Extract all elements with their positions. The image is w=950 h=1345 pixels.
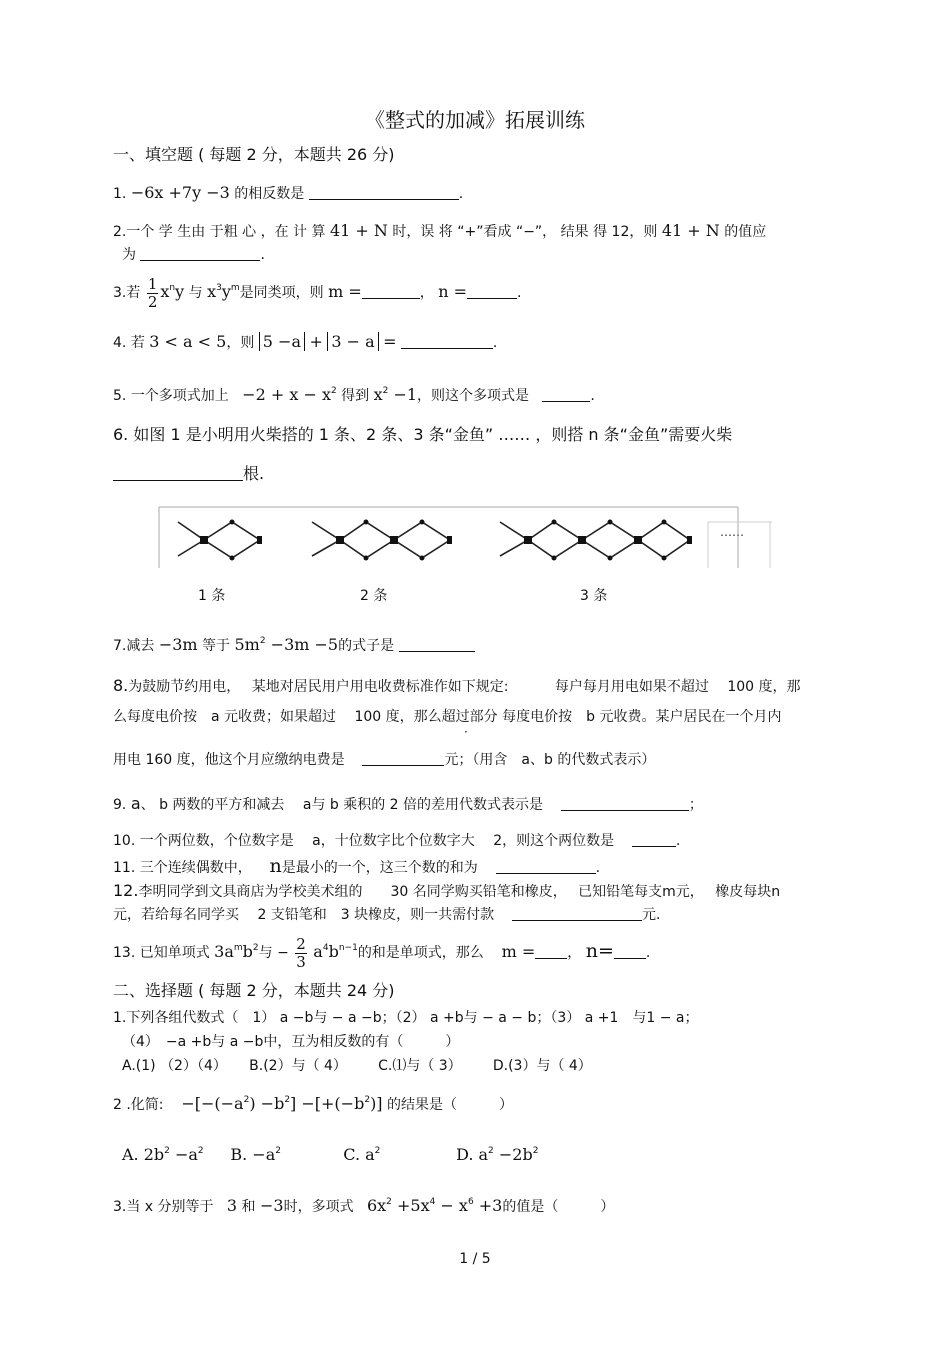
q13-with: 与 − <box>258 945 289 961</box>
c2-optD-a: D. a <box>456 1145 489 1164</box>
c2-optA-b: −a <box>169 1145 198 1164</box>
q3-n-blank[interactable] <box>467 284 517 299</box>
q9-end: ； <box>688 797 703 813</box>
q5-text-2: 得到 <box>341 388 370 404</box>
question-3 <box>113 272 521 313</box>
q2-expression-2: 41 + N <box>661 221 720 240</box>
q13-expr-2b: b <box>328 942 339 961</box>
q13-frac-num: 2 <box>296 934 306 953</box>
q1-number: 1. <box>113 186 127 202</box>
q4-abs-1: 5 −a <box>259 332 305 351</box>
c2-expr-c: ] −[+(−b <box>290 1094 365 1113</box>
c2-sup-2: 2 <box>284 1095 291 1105</box>
c2-option-d[interactable] <box>456 1145 539 1164</box>
q12-number: 12. <box>113 881 139 900</box>
c2-optB-s: 2 <box>275 1146 281 1156</box>
q5-number: 5. <box>113 388 127 404</box>
q3-sup-n: n <box>169 283 176 293</box>
caption-1: 1 条 <box>198 588 226 604</box>
c3-text-1: 3.当 x 分别等于 <box>113 1199 214 1215</box>
c2-option-a[interactable] <box>122 1145 204 1164</box>
c3-expr-c: − x <box>435 1196 468 1215</box>
q3-m-blank[interactable] <box>362 284 420 299</box>
q3-y: y <box>175 282 185 301</box>
question-13 <box>113 928 650 976</box>
q4-text-1: 若 <box>130 335 145 351</box>
q7-expression-1: −3m <box>158 635 198 654</box>
c3-sup-3: 6 <box>467 1197 474 1207</box>
c3-text-4: 的值是（ ） <box>502 1199 615 1215</box>
q4-answer-blank[interactable] <box>401 334 493 349</box>
q10-end: . <box>675 833 681 849</box>
q5-sup-2: 2 <box>382 386 389 396</box>
c3-expr-d: +3 <box>473 1196 503 1215</box>
q13-expr-1: 3a <box>214 942 234 961</box>
question-2-line-2 <box>122 246 265 264</box>
q13-text: 的和是单项式，那么 <box>357 945 484 961</box>
c2-option-b[interactable] <box>230 1145 281 1164</box>
c1-option-a[interactable]: A.(1) （2）（4） <box>122 1058 227 1074</box>
c2-text-1: 2 .化简: <box>113 1097 164 1113</box>
q8-answer-blank[interactable] <box>362 751 444 766</box>
q7-answer-blank[interactable] <box>399 637 475 652</box>
q3-frac-den: 2 <box>147 292 158 311</box>
c2-sup-3: 2 <box>364 1095 371 1105</box>
q3-y2: y <box>221 282 231 301</box>
q13-sep: ， <box>567 945 582 961</box>
q13-frac-den: 3 <box>296 952 306 971</box>
caption-3: 3 条 <box>580 588 608 604</box>
c2-optD-s2: 2 <box>532 1146 539 1156</box>
q13-sup-4: 4 <box>322 943 329 953</box>
q5-expression-2b: −1 <box>388 385 418 404</box>
q2-end: . <box>260 247 265 263</box>
c2-optD-s1: 2 <box>488 1146 494 1156</box>
q10-text: 10. 一个两位数，个位数字是 a，十位数字比个位数字大 2，则这个两位数是 <box>113 833 615 849</box>
q7-sup: 2 <box>259 636 266 646</box>
c2-optA-a: A. 2b <box>122 1145 165 1164</box>
q4-equals: = <box>383 332 397 351</box>
q5-sup-1: 2 <box>330 386 337 396</box>
choice-1-line-2: （4） −a +b与 a −b中，互为相反数的有（ ） <box>122 1034 460 1050</box>
page-number: 1 / 5 <box>459 1251 491 1267</box>
choice-2 <box>113 1095 513 1114</box>
q13-expr-2: a <box>313 942 323 961</box>
q13-fraction <box>295 936 307 971</box>
q1-text: 的相反数是 <box>234 186 305 202</box>
q12-line-1: 李明同学到文具商店为学校美术组的 30 名同学购买铅笔和橡皮， 已知铅笔每支m元， 橡皮每块n <box>138 884 781 900</box>
q8-number: 8. <box>113 676 129 695</box>
q8-line-2a: 么每度电价按 a 元收费；如果超过 100 度，那么 <box>113 709 442 725</box>
q8-line-3b: 元；（用含 a、b 的代数式表示） <box>444 752 656 768</box>
c2-optD-b: −2b <box>493 1145 533 1164</box>
q8-line-3a: 用电 160 度，他这个月应缴纳电费是 <box>113 752 345 768</box>
c3-text-2: 和 <box>241 1199 256 1215</box>
q2-answer-blank[interactable] <box>140 246 260 261</box>
question-1 <box>113 184 463 203</box>
q13-sup-2: 2 <box>252 943 259 953</box>
c2-sup-1: 2 <box>243 1095 250 1105</box>
c3-value-1: 3 <box>226 1196 238 1215</box>
q13-sup-m: m <box>233 943 243 953</box>
question-6-line-2 <box>113 465 264 483</box>
q7-expression-2b: −3m −5 <box>265 635 339 654</box>
q3-n-label: n = <box>438 282 468 301</box>
q4-condition: 3 < a < 5 <box>149 332 227 351</box>
c2-optA-s1: 2 <box>164 1146 170 1156</box>
q2-text-d: 为 <box>122 247 136 263</box>
q3-text: 是同类项，则 <box>239 285 324 301</box>
q13-n-blank[interactable] <box>614 944 646 959</box>
q5-expression-2: x <box>373 385 383 404</box>
c1-option-d[interactable]: D.(3）与（ 4） <box>492 1058 592 1074</box>
question-8-line-2 <box>113 708 781 726</box>
question-8-line-3 <box>113 751 655 769</box>
matchstick-fish-figure <box>158 506 772 570</box>
q2-expression-1: 41 + N <box>329 221 388 240</box>
c2-optB-a: B. −a <box>230 1145 276 1164</box>
c2-optC-a: C. a <box>343 1145 375 1164</box>
caption-2: 2 条 <box>360 588 388 604</box>
q13-m-blank[interactable] <box>535 944 567 959</box>
q3-sep: ， <box>419 285 434 301</box>
q9-number: 9. <box>113 797 127 813</box>
question-4 <box>113 333 497 352</box>
q4-number: 4. <box>113 335 127 351</box>
q11-end: . <box>595 860 601 876</box>
q11-answer-blank[interactable] <box>496 859 596 874</box>
question-10 <box>113 832 680 850</box>
c2-option-c[interactable] <box>343 1145 381 1164</box>
q4-end: . <box>492 335 498 351</box>
q11-text-2: 是最小的一个，这三个数的和为 <box>281 860 478 876</box>
question-2-line-1 <box>113 222 766 241</box>
q5-answer-blank[interactable] <box>542 387 590 402</box>
fish-2 <box>312 522 450 558</box>
choice-3 <box>113 1197 614 1216</box>
q4-text-2: ，则 <box>226 335 255 351</box>
question-12-line-2 <box>113 906 660 924</box>
q9-text: 、 b 两数的平方和减去 a与 b 乘积的 2 倍的差用代数式表示是 <box>140 797 544 813</box>
q7-number: 7.减去 <box>113 638 155 654</box>
q3-sup-3: 3 <box>216 283 222 293</box>
q9-a: a <box>130 794 141 813</box>
q13-end: . <box>645 945 651 961</box>
q13-number: 13. 已知单项式 <box>113 945 210 961</box>
choice-2-options <box>122 1146 538 1165</box>
q1-expression: −6x +7y −3 <box>130 183 230 202</box>
fish-1 <box>178 522 260 558</box>
q7-expression-2: 5m <box>234 635 260 654</box>
q3-x: x <box>160 282 170 301</box>
question-6-line-1: 6. 如图 1 是小明用火柴搭的 1 条、2 条、3 条“金鱼” …… ，则搭 n 条“金鱼”需要火柴 <box>113 425 733 444</box>
question-12-line-1 <box>113 882 780 901</box>
q3-with: 与 <box>188 285 203 301</box>
q9-answer-blank[interactable] <box>561 796 689 811</box>
q3-number: 3.若 <box>113 285 141 301</box>
q5-text-3: ，则这个多项式是 <box>417 388 530 404</box>
q8-emphasis: 超过部分 <box>441 709 498 725</box>
q13-n-label: n= <box>585 940 614 962</box>
c1-option-c[interactable]: C.⑴与（ 3） <box>378 1058 462 1074</box>
c3-value-2: −3 <box>260 1196 284 1215</box>
c2-expr-d: )] <box>370 1094 383 1113</box>
q3-frac-num: 1 <box>147 274 158 293</box>
c3-expr-a: 6x <box>366 1196 387 1215</box>
figure-ellipsis: …… <box>720 525 744 539</box>
q3-fraction <box>147 276 159 311</box>
q2-text-a: 2.一个 学 生由 于粗 心 ，在 计 算 <box>113 224 326 240</box>
q3-m-label: m = <box>328 282 362 301</box>
question-5 <box>113 386 595 405</box>
c2-expr-b: ) −b <box>249 1094 285 1113</box>
q6-answer-blank[interactable] <box>113 466 243 481</box>
q1-answer-blank[interactable] <box>309 185 459 200</box>
question-11 <box>113 857 600 877</box>
q12-line-2a: 元，若给每名同学买 2 支铅笔和 3 块橡皮，则一共需付款 <box>113 907 495 923</box>
q10-answer-blank[interactable] <box>632 832 676 847</box>
q12-answer-blank[interactable] <box>512 906 642 921</box>
q8-line-1: 为鼓励节约用电， 某地对居民用户用电收费标准作如下规定: 每户每月用电如果不超过 100 度，那 <box>128 679 801 695</box>
section-1-heading: 一、填空题 ( 每题 2 分，本题共 26 分) <box>113 145 395 164</box>
q13-sup-n: n−1 <box>338 943 358 953</box>
q8-line-2b: 每度电价按 b 元收费。某户居民在一个月内 <box>502 709 782 725</box>
q7-text-2: 的式子是 <box>338 638 395 654</box>
c2-text-2: 的结果是（ ） <box>387 1097 513 1113</box>
c1-option-b[interactable]: B.(2）与（ 4） <box>249 1058 347 1074</box>
q13-expr-1b: b <box>242 942 253 961</box>
choice-1-options <box>122 1057 592 1075</box>
q5-expression-1: −2 + x − x <box>242 385 331 404</box>
figure-frame <box>159 507 772 568</box>
q1-end: . <box>458 186 464 202</box>
q5-end: . <box>590 388 595 404</box>
q3-sup-m: m <box>230 283 240 293</box>
section-2-heading: 二、选择题 ( 每题 2 分，本题共 24 分) <box>113 981 395 1000</box>
page-title: 《整式的加减》拓展训练 <box>365 108 585 132</box>
c2-optC-s: 2 <box>374 1146 381 1156</box>
q6-end: 根. <box>243 464 265 483</box>
q3-x2: x <box>207 282 217 301</box>
q7-text-1: 等于 <box>202 638 231 654</box>
q3-end: . <box>517 285 522 301</box>
q11-n: n <box>269 855 282 877</box>
q12-line-2b: 元. <box>641 907 661 923</box>
c3-sup-2: 4 <box>429 1197 436 1207</box>
q13-m-label: m = <box>501 942 536 961</box>
fish-joints <box>200 520 692 561</box>
choice-1-line-1: 1.下列各组代数式（ 1） a −b与 − a −b；（2） a +b与 − a − b；（3） a +1 与1 − a； <box>113 1010 699 1026</box>
question-8-line-1 <box>113 677 801 696</box>
c3-expr-b: +5x <box>391 1196 430 1215</box>
q2-text-c: 的值应 <box>724 224 767 240</box>
q4-plus: + <box>309 332 323 351</box>
question-9 <box>113 795 703 814</box>
c3-sup-1: 2 <box>386 1197 392 1207</box>
c3-text-3: 时，多项式 <box>283 1199 354 1215</box>
c2-expr-a: −[−(−a <box>181 1094 244 1113</box>
q11-text-1: 11. 三个连续偶数中， <box>113 860 252 876</box>
q4-abs-2: 3 − a <box>327 332 378 351</box>
q2-text-b: 时，误 将 “+”看成 “−”， 结果 得 12，则 <box>392 224 658 240</box>
c2-optA-s2: 2 <box>197 1146 204 1156</box>
question-7 <box>113 636 475 655</box>
q5-text-1: 一个多项式加上 <box>130 388 229 404</box>
